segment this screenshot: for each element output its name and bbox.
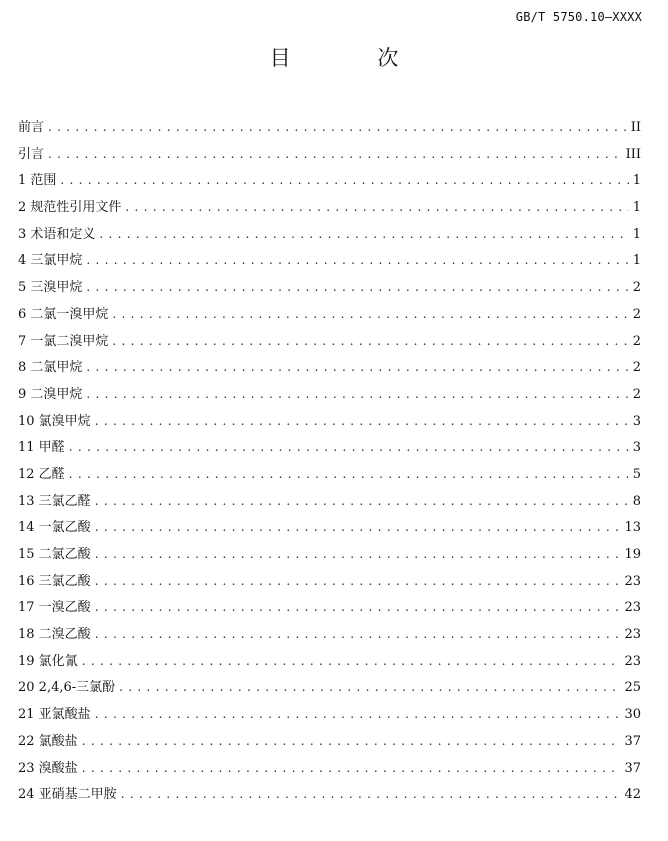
toc-entry-page-number: 2 bbox=[632, 280, 641, 296]
toc-leader-dots bbox=[69, 434, 629, 461]
toc-leader-dots bbox=[60, 167, 628, 194]
toc-leader-dots bbox=[95, 514, 621, 541]
toc-entry-page-number: II bbox=[630, 120, 641, 135]
toc-entry[interactable] bbox=[18, 354, 641, 381]
toc-entry-label: 16 三氯乙酸 bbox=[18, 573, 91, 589]
toc-entry-page-number: 2 bbox=[632, 360, 641, 376]
toc-entry-page-number: 5 bbox=[632, 466, 641, 482]
toc-entry-label: 24 亚硝基二甲胺 bbox=[18, 787, 117, 803]
toc-entry-page-number: 19 bbox=[624, 547, 641, 562]
toc-entry-label: 7 一氯二溴甲烷 bbox=[18, 333, 109, 349]
toc-entry[interactable] bbox=[18, 434, 641, 461]
toc-entry[interactable] bbox=[18, 221, 641, 248]
toc-entry-page-number: 23 bbox=[624, 573, 641, 589]
toc-entry-page-number: 1 bbox=[632, 173, 641, 189]
toc-entry-label: 1 范围 bbox=[18, 173, 57, 189]
toc-entry[interactable] bbox=[18, 514, 641, 541]
toc-entry[interactable] bbox=[18, 408, 641, 435]
toc-leader-dots bbox=[95, 541, 621, 568]
toc-entry[interactable] bbox=[18, 114, 641, 141]
toc-leader-dots bbox=[112, 301, 628, 328]
toc-entry-label: 前言 bbox=[18, 120, 45, 135]
toc-entry-label: 15 二氯乙酸 bbox=[18, 547, 91, 562]
toc-entry[interactable] bbox=[18, 541, 641, 568]
toc-entry[interactable] bbox=[18, 194, 641, 221]
toc-entry[interactable] bbox=[18, 488, 641, 515]
toc-entry[interactable] bbox=[18, 701, 641, 728]
toc-entry[interactable] bbox=[18, 301, 641, 328]
toc-entry-label: 6 二氯一溴甲烷 bbox=[18, 306, 109, 322]
toc-entry[interactable] bbox=[18, 594, 641, 621]
toc-entry-page-number: 23 bbox=[624, 653, 641, 669]
toc-entry-page-number: 30 bbox=[624, 707, 641, 723]
toc-entry-label: 19 氯化氰 bbox=[18, 653, 78, 669]
toc-entry-label: 21 亚氯酸盐 bbox=[18, 707, 91, 723]
toc-leader-dots bbox=[48, 141, 622, 168]
toc-entry-label: 5 三溴甲烷 bbox=[18, 280, 83, 296]
toc-entry[interactable] bbox=[18, 274, 641, 301]
toc-entry-page-number: 23 bbox=[624, 600, 641, 616]
toc-leader-dots bbox=[95, 621, 621, 648]
toc-leader-dots bbox=[86, 274, 628, 301]
toc-entry-label: 20 2,4,6-三氯酚 bbox=[18, 680, 116, 696]
toc-entry[interactable] bbox=[18, 461, 641, 488]
toc-entry-page-number: 2 bbox=[632, 333, 641, 349]
toc-entry-label: 12 乙醛 bbox=[18, 466, 65, 482]
toc-entry-label: 引言 bbox=[18, 146, 45, 162]
toc-leader-dots bbox=[82, 648, 621, 675]
toc-leader-dots bbox=[95, 701, 621, 728]
toc-leader-dots bbox=[125, 194, 628, 221]
toc-entry[interactable] bbox=[18, 755, 641, 782]
toc-entry[interactable] bbox=[18, 781, 641, 808]
toc-entry-page-number: 37 bbox=[624, 760, 641, 776]
toc-entry-label: 4 三氯甲烷 bbox=[18, 253, 83, 269]
toc-leader-dots bbox=[95, 408, 629, 435]
toc-entry-page-number: 37 bbox=[624, 733, 641, 749]
toc-entry[interactable] bbox=[18, 568, 641, 595]
toc-leader-dots bbox=[121, 781, 621, 808]
toc-entry-page-number: 8 bbox=[632, 493, 641, 509]
toc-entry-page-number: 1 bbox=[632, 200, 641, 216]
toc-entry-page-number: 42 bbox=[624, 787, 641, 803]
toc-leader-dots bbox=[82, 755, 621, 782]
toc-entry[interactable] bbox=[18, 141, 641, 168]
toc-entry-page-number: 2 bbox=[632, 386, 641, 402]
toc-leader-dots bbox=[119, 674, 620, 701]
toc-entry-label: 3 术语和定义 bbox=[18, 226, 96, 242]
toc-entry[interactable] bbox=[18, 728, 641, 755]
page-title: 目 次 bbox=[269, 46, 439, 70]
toc-entry[interactable] bbox=[18, 328, 641, 355]
document-code: GB/T 5750.10—XXXX bbox=[515, 10, 642, 24]
toc-leader-dots bbox=[99, 221, 628, 248]
toc-entry-page-number: 13 bbox=[624, 520, 641, 536]
toc-entry-page-number: 25 bbox=[624, 680, 641, 696]
toc-entry-label: 11 甲醛 bbox=[18, 440, 65, 456]
toc-entry-page-number: 1 bbox=[632, 253, 641, 269]
toc-entry[interactable] bbox=[18, 648, 641, 675]
toc-leader-dots bbox=[86, 247, 628, 274]
toc-entry-page-number: 2 bbox=[632, 306, 641, 322]
toc-entry[interactable] bbox=[18, 621, 641, 648]
toc-entry-label: 9 二溴甲烷 bbox=[18, 386, 83, 402]
toc-entry-page-number: III bbox=[625, 146, 641, 162]
toc-leader-dots bbox=[82, 728, 621, 755]
toc-leader-dots bbox=[69, 461, 629, 488]
toc-entry-label: 22 氯酸盐 bbox=[18, 733, 78, 749]
toc-entry[interactable] bbox=[18, 381, 641, 408]
toc-leader-dots bbox=[95, 594, 621, 621]
toc-entry-label: 23 溴酸盐 bbox=[18, 760, 78, 776]
toc-entry-label: 17 一溴乙酸 bbox=[18, 600, 91, 616]
toc-entry[interactable] bbox=[18, 674, 641, 701]
toc-entry-page-number: 1 bbox=[632, 226, 641, 242]
toc-entry-label: 2 规范性引用文件 bbox=[18, 200, 122, 216]
toc-leader-dots bbox=[95, 568, 621, 595]
toc-entry[interactable] bbox=[18, 247, 641, 274]
toc-entry-label: 14 一氯乙酸 bbox=[18, 520, 91, 536]
toc-leader-dots bbox=[86, 354, 628, 381]
toc-leader-dots bbox=[112, 328, 628, 355]
toc-entry[interactable] bbox=[18, 167, 641, 194]
toc-entry-label: 13 三氯乙醛 bbox=[18, 493, 91, 509]
toc-entry-page-number: 23 bbox=[624, 627, 641, 643]
toc-entry-label: 10 氯溴甲烷 bbox=[18, 413, 91, 429]
toc-leader-dots bbox=[48, 114, 627, 141]
toc-leader-dots bbox=[86, 381, 628, 408]
toc-leader-dots bbox=[95, 488, 629, 515]
toc-entry-page-number: 3 bbox=[632, 413, 641, 429]
toc-entry-page-number: 3 bbox=[632, 440, 641, 456]
table-of-contents bbox=[18, 114, 641, 808]
toc-entry-label: 18 二溴乙酸 bbox=[18, 627, 91, 643]
toc-entry-label: 8 二氯甲烷 bbox=[18, 360, 83, 376]
